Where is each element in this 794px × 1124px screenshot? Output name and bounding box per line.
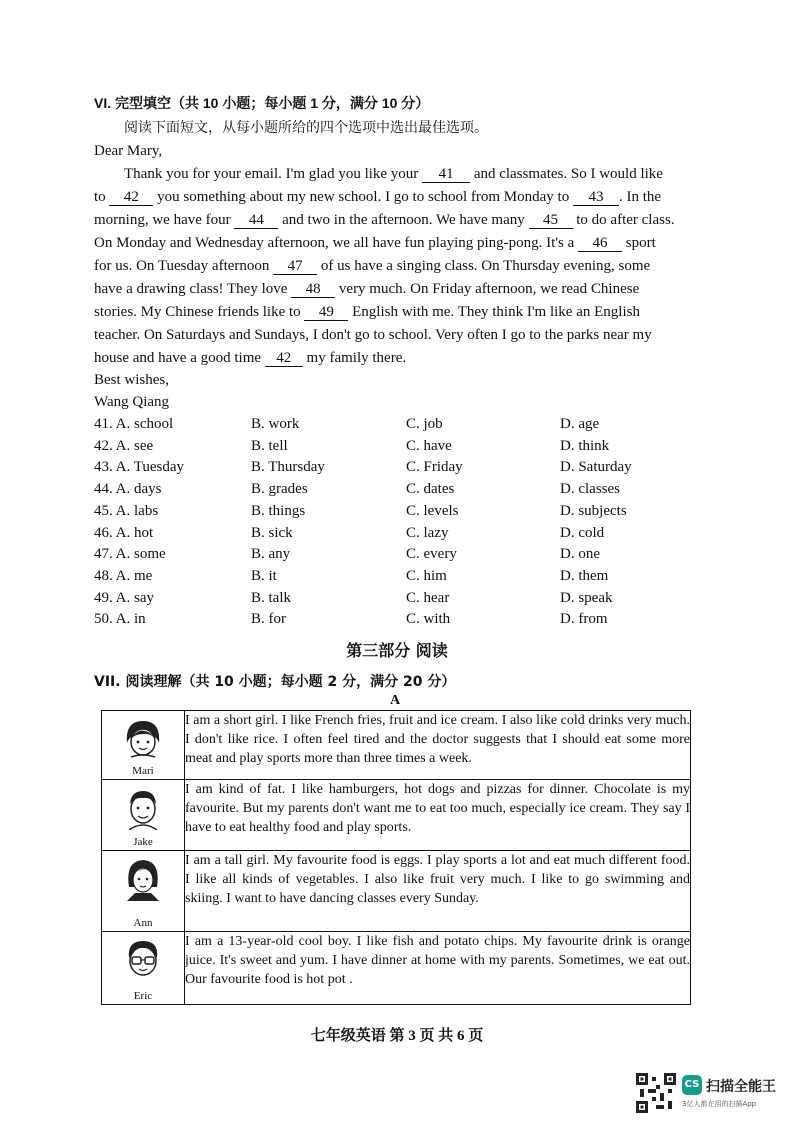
blank-46[interactable]: 46 xyxy=(578,236,622,252)
portrait-cell xyxy=(102,851,185,932)
passage-line: to 42 you something about my new school. I go to school from Monday to 43 . In the xyxy=(94,189,662,205)
option-42-a[interactable]: 42. A. see xyxy=(94,437,154,454)
portrait-cell xyxy=(102,780,185,851)
option-45-a[interactable]: 45. A. labs xyxy=(94,502,159,519)
option-47-a[interactable]: 47. A. some xyxy=(94,546,166,563)
option-49-a[interactable]: 49. A. say xyxy=(94,589,154,606)
option-43-c[interactable]: C. Friday xyxy=(406,459,463,476)
option-47-c[interactable]: C. every xyxy=(406,546,457,563)
person-name: Eric xyxy=(133,990,153,1002)
section-6-instruction: 阅读下面短文，从每小题所给的四个选项中选出最佳选项。 xyxy=(124,120,488,136)
option-47-d[interactable]: D. one xyxy=(560,546,600,563)
person-name: Mari xyxy=(132,765,154,777)
option-48-d[interactable]: D. them xyxy=(560,567,609,584)
passage-line: have a drawing class! They love 48 very much. On Friday afternoon, we read Chinese xyxy=(94,281,640,297)
option-48-a[interactable]: 48. A. me xyxy=(94,567,153,584)
passage-line: house and have a good time 42 my family there. xyxy=(94,350,407,366)
blank-44[interactable]: 44 xyxy=(234,213,278,229)
option-44-d[interactable]: D. classes xyxy=(560,481,620,498)
boy-with-glasses-icon xyxy=(121,938,165,982)
option-42-d[interactable]: D. think xyxy=(560,437,610,454)
letter-signature: Wang Qiang xyxy=(94,394,170,410)
option-41-a[interactable]: 41. A. school xyxy=(94,416,174,432)
scanner-tagline: 3亿人都在用的扫描App xyxy=(682,1100,757,1108)
table-row xyxy=(102,780,691,851)
passage-line: Thank you for your email. I'm glad you like your 41 and classmates. So I would like xyxy=(124,166,663,182)
girl-face-icon xyxy=(121,717,165,761)
scanner-brand: 扫描全能王 xyxy=(706,1079,776,1095)
option-48-c[interactable]: C. him xyxy=(406,567,447,584)
table-row xyxy=(102,711,691,780)
person-name: Ann xyxy=(133,917,153,929)
option-44-b[interactable]: B. grades xyxy=(251,481,308,498)
option-42-c[interactable]: C. have xyxy=(406,437,452,454)
option-46-c[interactable]: C. lazy xyxy=(406,524,449,541)
option-43-b[interactable]: B. Thursday xyxy=(251,459,325,476)
blank-43[interactable]: 43 xyxy=(573,190,619,206)
blank-42[interactable]: 42 xyxy=(109,190,153,206)
option-45-c[interactable]: C. levels xyxy=(406,502,459,519)
option-45-b[interactable]: B. things xyxy=(251,502,306,519)
option-50-d[interactable]: D. from xyxy=(560,611,608,628)
option-46-a[interactable]: 46. A. hot xyxy=(94,524,154,541)
passage-label: A xyxy=(390,693,401,708)
option-46-d[interactable]: D. cold xyxy=(560,524,605,541)
option-43-a[interactable]: 43. A. Tuesday xyxy=(94,459,185,476)
person-description: I am a tall girl. My favourite food is eggs. I play sports a lot and eat much different food. I like all kinds of vegetables. I also like fruit very much. I like to go swimming and skiing. I want to have dancing classes every Sunday. xyxy=(185,851,691,932)
person-description: I am a 13-year-old cool boy. I like fish and potato chips. My favourite drink is orange juice. It's sweet and yum. I have dinner at home with my parents. Sometimes, we eat out. Our favourite food is hot pot . xyxy=(185,932,691,1005)
section-6-heading: VI. 完型填空（共 10 小题；每小题 1 分，满分 10 分） xyxy=(94,95,430,111)
option-44-c[interactable]: C. dates xyxy=(406,481,455,498)
option-46-b[interactable]: B. sick xyxy=(251,524,293,541)
option-49-c[interactable]: C. hear xyxy=(406,589,450,606)
cs-logo-icon: CS xyxy=(682,1075,702,1095)
table-row xyxy=(102,851,691,932)
option-48-b[interactable]: B. it xyxy=(251,567,277,584)
blank-48[interactable]: 48 xyxy=(291,282,335,298)
blank-45[interactable]: 45 xyxy=(529,213,573,229)
table-row xyxy=(102,932,691,1005)
passage-line: for us. On Tuesday afternoon 47 of us have a singing class. On Thursday evening, some xyxy=(94,258,651,274)
option-45-d[interactable]: D. subjects xyxy=(560,502,627,519)
person-description: I am a short girl. I like French fries, fruit and ice cream. I also like cold drinks very much. I don't like rice. I often feel tired and the doctor suggests that I should eat some more meat and play sports more than three times a week. xyxy=(185,711,691,780)
section-7-heading: VII. 阅读理解（共 10 小题；每小题 2 分，满分 20 分） xyxy=(94,674,456,690)
passage-line: morning, we have four 44 and two in the afternoon. We have many 45 to do after class. xyxy=(94,212,675,228)
option-43-d[interactable]: D. Saturday xyxy=(560,459,632,476)
option-41-d[interactable]: D. age xyxy=(560,416,600,432)
letter-closing: Best wishes, xyxy=(94,372,169,388)
passage-line: teacher. On Saturdays and Sundays, I don't go to school. Very often I go to the parks near my xyxy=(94,327,652,343)
part-3-title: 第三部分 阅读 xyxy=(346,641,448,660)
option-41-b[interactable]: B. work xyxy=(251,416,300,432)
page-footer: 七年级英语 第 3 页 共 6 页 xyxy=(310,1028,484,1044)
passage-line: stories. My Chinese friends like to 49 English with me. They think I'm like an English xyxy=(94,304,640,320)
option-50-b[interactable]: B. for xyxy=(251,611,286,628)
qr-code-icon xyxy=(636,1073,676,1113)
portrait-cell xyxy=(102,711,185,780)
person-description: I am kind of fat. I like hamburgers, hot dogs and pizzas for dinner. Chocolate is my favourite. But my parents don't want me to eat too much, especially ice cream. They say I have to eat healthy food and play sports. xyxy=(185,780,691,851)
option-49-d[interactable]: D. speak xyxy=(560,589,613,606)
girl-face-icon xyxy=(121,857,165,901)
option-47-b[interactable]: B. any xyxy=(251,546,291,563)
passage-line: On Monday and Wednesday afternoon, we all have fun playing ping-pong. It's a 46 sport xyxy=(94,235,656,251)
reading-table xyxy=(101,710,691,1005)
option-50-a[interactable]: 50. A. in xyxy=(94,611,146,628)
option-41-c[interactable]: C. job xyxy=(406,416,443,432)
option-50-c[interactable]: C. with xyxy=(406,611,451,628)
option-49-b[interactable]: B. talk xyxy=(251,589,291,606)
option-42-b[interactable]: B. tell xyxy=(251,437,288,454)
portrait-cell xyxy=(102,932,185,1005)
blank-49[interactable]: 49 xyxy=(304,305,348,321)
blank-50[interactable]: 42 xyxy=(265,351,303,367)
option-44-a[interactable]: 44. A. days xyxy=(94,481,162,498)
person-name: Jake xyxy=(133,836,153,848)
boy-face-icon xyxy=(121,786,165,830)
blank-47[interactable]: 47 xyxy=(273,259,317,275)
blank-41[interactable]: 41 xyxy=(422,167,470,183)
letter-greeting: Dear Mary, xyxy=(94,143,163,159)
